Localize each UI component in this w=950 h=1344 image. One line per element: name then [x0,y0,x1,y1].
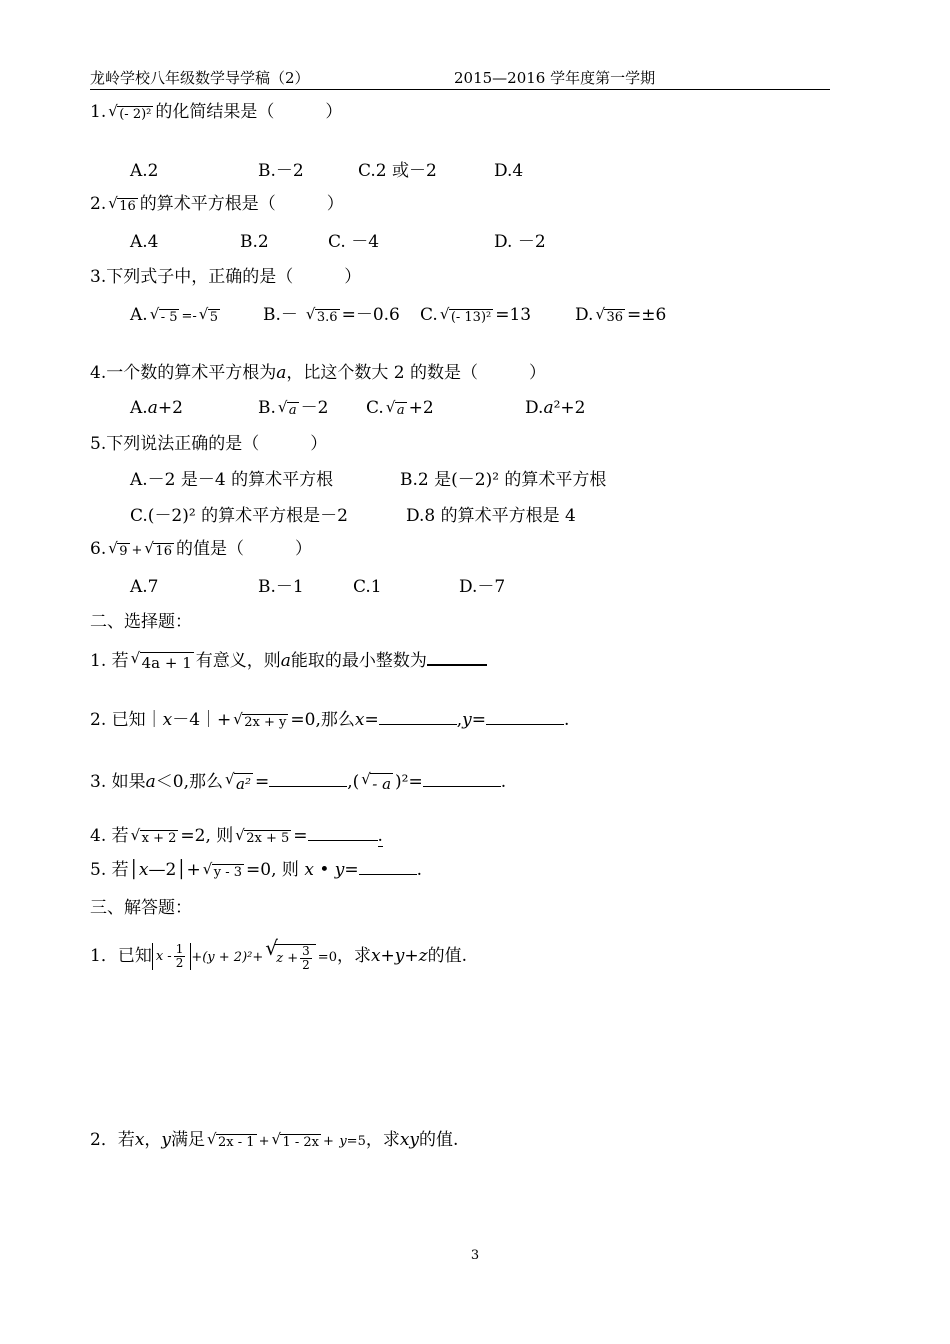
fill-question-1: 1. 若 √ 4a + 1 有意义，则a能取的最小整数为 [90,648,487,675]
q1-option-b: B.－2 [258,161,304,181]
q6-option-b: B.－1 [258,577,304,597]
q3-option-a: A. √ - 5 =- √ 5 [130,304,219,325]
question-2: 2. √ 16 的算术平方根是（ ） [90,192,344,217]
question-6: 6. √ 9 + √ 16 的值是（ ） [90,538,312,559]
q2-option-d: D. －2 [494,232,546,252]
answer-blank[interactable] [359,858,417,875]
section-3-title: 三、解答题： [90,898,192,918]
question-3: 3.下列式子中，正确的是（ ） [90,267,362,287]
answer-blank-x[interactable] [379,708,457,725]
question-5: 5.下列说法正确的是（ ） [90,434,328,454]
q1-option-d: D.4 [494,161,524,181]
q2-option-b: B.2 [240,232,269,252]
answer-blank[interactable] [269,770,347,787]
q1-option-c: C.2 或－2 [358,161,437,181]
q3-option-b: B.－ √ 3.6 =－0.6 [263,304,400,325]
answer-blank[interactable] [427,648,487,666]
q4-option-b: B. √ a －2 [258,397,329,418]
page-header [90,67,830,90]
header-term: 2015—2016 学年度第一学期 [454,69,656,87]
fill-question-3: 3. 如果a＜0,那么 √ a² = ,( √ - a )²= . [90,770,507,793]
q6-option-a: A.7 [130,577,159,597]
q2-option-a: A.4 [130,232,159,252]
fill-question-5: 5. 若│x—2│+ √ y - 3 =0, 则 x • y= . [90,859,423,880]
section-2-title: 二、选择题： [90,612,192,632]
page-number: 3 [470,1248,480,1263]
q1-option-a: A.2 [130,161,159,181]
header-school-title: 龙岭学校八年级数学导学稿（2） [90,69,310,87]
radical-sign: √ [108,101,118,120]
answer-blank[interactable] [308,824,378,841]
q6-option-d: D.－7 [459,577,506,597]
q6-option-c: C.1 [353,577,382,597]
q3-option-d: D. √ 36 =±6 [575,304,667,325]
question-text: 的化简结果是（ ） [155,102,343,122]
sqrt-expression: √ (- 2)² [108,101,153,125]
solve-question-2: 2．若x，y满足 √ 2x - 1 + √ 1 - 2x + y=5，求xy的值. [90,1129,459,1150]
q2-option-c: C. －4 [328,232,380,252]
solve-question-1: 1．已知 x - $\frac{1}{2}$ +(y + 2)²+ √ z + $\frac{3}{2}$ =0，求x+y+z的值. [90,936,468,972]
answer-blank[interactable] [423,770,501,787]
q5-option-b: B.2 是(－2)² 的算术平方根 [400,470,607,490]
q4-option-d: D.a²+2 [525,398,586,418]
q3-option-c: C. √ (- 13)² =13 [420,304,532,325]
question-4: 4.一个数的算术平方根为a，比这个数大 2 的数是（ ） [90,363,546,383]
q5-option-c: C.(－2)² 的算术平方根是－2 [130,506,348,526]
fill-question-2: 2. 已知｜x－4｜+ √ 2x + y =0,那么x= ,y= . [90,709,570,730]
q4-option-c: C. √ a +2 [366,397,434,418]
sqrt-expression: √ 16 [108,193,136,214]
q5-option-a: A.－2 是－4 的算术平方根 [130,470,334,490]
fill-question-4: 4. 若 √ x + 2 =2, 则 √ 2x + 5 = . [90,825,383,846]
answer-blank-y[interactable] [486,708,564,725]
q4-option-a: A.a+2 [130,398,183,418]
question-number: 1. [90,102,107,122]
question-1 [90,100,342,125]
q5-option-d: D.8 的算术平方根是 4 [406,506,576,526]
absolute-value: x - $\frac{1}{2}$ [152,943,192,970]
